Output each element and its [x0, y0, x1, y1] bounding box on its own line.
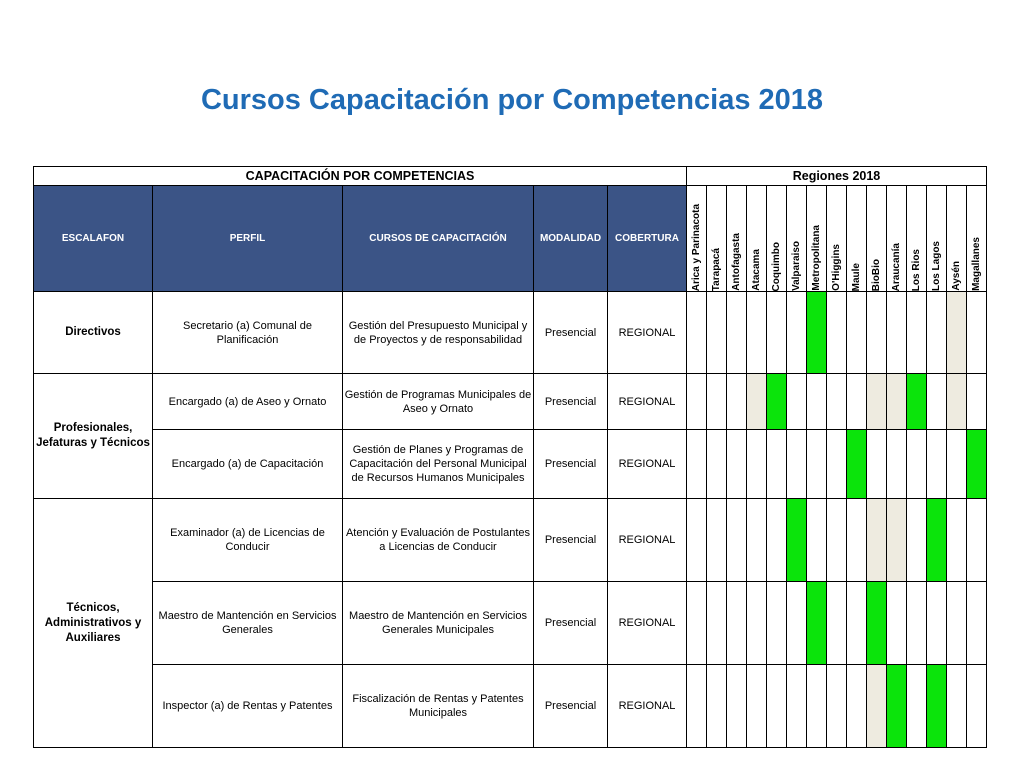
- region-mark: [747, 665, 767, 748]
- region-mark: [747, 374, 767, 430]
- escalafon-cell: Directivos: [34, 292, 153, 374]
- region-mark: [727, 374, 747, 430]
- perfil-cell: Examinador (a) de Licencias de Conducir: [153, 499, 343, 582]
- region-mark: [907, 665, 927, 748]
- region-mark: [967, 292, 987, 374]
- region-header: [807, 186, 827, 292]
- region-mark: [767, 499, 787, 582]
- region-mark: [847, 499, 867, 582]
- column-header-perfil: PERFIL: [153, 186, 343, 292]
- region-label: Magallanes: [971, 237, 982, 291]
- perfil-cell: Secretario (a) Comunal de Planificación: [153, 292, 343, 374]
- region-header: [907, 186, 927, 292]
- column-header-cobertura: COBERTURA: [608, 186, 687, 292]
- region-mark: [767, 665, 787, 748]
- region-mark: [827, 665, 847, 748]
- modalidad-cell: Presencial: [534, 430, 608, 499]
- region-mark: [947, 292, 967, 374]
- region-mark: [907, 582, 927, 665]
- region-mark: [947, 374, 967, 430]
- region-mark: [827, 292, 847, 374]
- region-label: Tarapacá: [711, 247, 722, 291]
- region-mark: [807, 665, 827, 748]
- region-mark: [867, 292, 887, 374]
- region-mark: [787, 665, 807, 748]
- region-label: Los Lagos: [931, 240, 942, 291]
- region-mark-active: [787, 499, 807, 582]
- region-mark: [847, 374, 867, 430]
- region-header: [727, 186, 747, 292]
- region-mark: [807, 430, 827, 499]
- cobertura-cell: REGIONAL: [608, 582, 687, 665]
- region-mark: [707, 499, 727, 582]
- region-mark: [707, 582, 727, 665]
- modalidad-cell: Presencial: [534, 665, 608, 748]
- group-header-regiones: Regiones 2018: [687, 167, 987, 186]
- region-mark: [927, 582, 947, 665]
- region-label: Arica y Parinacota: [691, 203, 702, 291]
- region-header: [787, 186, 807, 292]
- region-mark: [887, 582, 907, 665]
- modalidad-cell: Presencial: [534, 374, 608, 430]
- region-header: [867, 186, 887, 292]
- region-mark-active: [887, 665, 907, 748]
- region-header: [927, 186, 947, 292]
- region-mark: [967, 499, 987, 582]
- region-mark: [887, 374, 907, 430]
- curso-cell: Gestión de Planes y Programas de Capacitación del Personal Municipal de Recursos Humanos Municipales: [343, 430, 534, 499]
- region-mark: [747, 292, 767, 374]
- region-label: Antofagasta: [731, 233, 742, 291]
- modalidad-cell: Presencial: [534, 292, 608, 374]
- table-row: [34, 430, 987, 499]
- column-header-modalidad: MODALIDAD: [534, 186, 608, 292]
- region-header: [767, 186, 787, 292]
- region-mark: [787, 292, 807, 374]
- region-mark-active: [807, 292, 827, 374]
- region-mark: [747, 499, 767, 582]
- region-mark: [827, 430, 847, 499]
- region-header: [707, 186, 727, 292]
- region-label: Atacama: [751, 249, 762, 291]
- region-mark: [767, 292, 787, 374]
- region-mark: [707, 374, 727, 430]
- table-row: [34, 499, 987, 582]
- group-header-competencias: CAPACITACIÓN POR COMPETENCIAS: [34, 167, 687, 186]
- curso-cell: Atención y Evaluación de Postulantes a Licencias de Conducir: [343, 499, 534, 582]
- region-header: [747, 186, 767, 292]
- region-label: Los Rios: [911, 248, 922, 291]
- region-header: [827, 186, 847, 292]
- region-mark: [887, 499, 907, 582]
- region-label: Araucanía: [891, 242, 902, 291]
- region-mark: [947, 582, 967, 665]
- cobertura-cell: REGIONAL: [608, 665, 687, 748]
- region-mark: [727, 499, 747, 582]
- region-mark-active: [967, 430, 987, 499]
- region-mark: [687, 430, 707, 499]
- region-mark: [967, 665, 987, 748]
- region-mark: [907, 430, 927, 499]
- perfil-cell: Inspector (a) de Rentas y Patentes: [153, 665, 343, 748]
- region-header: [687, 186, 707, 292]
- region-mark-active: [927, 499, 947, 582]
- region-mark: [927, 292, 947, 374]
- curso-cell: Maestro de Mantención en Servicios Generales Municipales: [343, 582, 534, 665]
- region-mark: [707, 430, 727, 499]
- perfil-cell: Encargado (a) de Aseo y Ornato: [153, 374, 343, 430]
- modalidad-cell: Presencial: [534, 582, 608, 665]
- region-label: Aysén: [951, 261, 962, 291]
- region-mark-active: [847, 430, 867, 499]
- region-mark: [767, 430, 787, 499]
- region-mark-active: [907, 374, 927, 430]
- region-label: Maule: [851, 262, 862, 291]
- table-row: [34, 582, 987, 665]
- region-label: Valparaiso: [791, 240, 802, 291]
- table-row: [34, 374, 987, 430]
- region-mark: [827, 374, 847, 430]
- region-mark: [727, 582, 747, 665]
- region-mark: [687, 582, 707, 665]
- region-mark-active: [867, 582, 887, 665]
- escalafon-cell: Técnicos, Administrativos y Auxiliares: [34, 499, 153, 748]
- region-header: [887, 186, 907, 292]
- region-mark: [807, 374, 827, 430]
- region-mark: [727, 430, 747, 499]
- region-mark: [867, 374, 887, 430]
- curso-cell: Gestión de Programas Municipales de Aseo y Ornato: [343, 374, 534, 430]
- region-mark: [867, 665, 887, 748]
- table-row: [34, 292, 987, 374]
- column-header-cursos: CURSOS DE CAPACITACIÓN: [343, 186, 534, 292]
- region-mark-active: [927, 665, 947, 748]
- cobertura-cell: REGIONAL: [608, 499, 687, 582]
- region-mark: [887, 430, 907, 499]
- escalafon-cell: Profesionales, Jefaturas y Técnicos: [34, 374, 153, 499]
- region-mark: [867, 430, 887, 499]
- region-mark: [687, 292, 707, 374]
- region-mark: [687, 665, 707, 748]
- region-mark: [907, 499, 927, 582]
- region-header: [847, 186, 867, 292]
- curso-cell: Fiscalización de Rentas y Patentes Municipales: [343, 665, 534, 748]
- region-mark: [967, 374, 987, 430]
- region-mark: [887, 292, 907, 374]
- region-mark: [827, 582, 847, 665]
- page-title: Cursos Capacitación por Competencias 2018: [200, 84, 824, 116]
- region-label: Coquimbo: [771, 241, 782, 291]
- region-mark: [867, 499, 887, 582]
- region-mark: [687, 374, 707, 430]
- region-header: [947, 186, 967, 292]
- region-mark: [727, 292, 747, 374]
- region-mark: [927, 430, 947, 499]
- perfil-cell: Encargado (a) de Capacitación: [153, 430, 343, 499]
- region-mark-active: [807, 582, 827, 665]
- region-mark: [927, 374, 947, 430]
- region-mark: [947, 499, 967, 582]
- region-mark: [747, 582, 767, 665]
- region-mark: [807, 499, 827, 582]
- table-row: [34, 665, 987, 748]
- cobertura-cell: REGIONAL: [608, 292, 687, 374]
- perfil-cell: Maestro de Mantención en Servicios Generales: [153, 582, 343, 665]
- region-mark: [727, 665, 747, 748]
- region-label: Metropolitana: [811, 225, 822, 291]
- column-header-escalafon: ESCALAFON: [34, 186, 153, 292]
- region-mark: [687, 499, 707, 582]
- region-mark: [707, 665, 727, 748]
- competencias-table: [33, 166, 987, 748]
- region-mark: [707, 292, 727, 374]
- region-mark: [827, 499, 847, 582]
- region-mark: [787, 582, 807, 665]
- region-mark: [947, 430, 967, 499]
- region-label: BioBio: [871, 258, 882, 291]
- cobertura-cell: REGIONAL: [608, 374, 687, 430]
- region-mark: [747, 430, 767, 499]
- region-mark: [967, 582, 987, 665]
- region-mark: [907, 292, 927, 374]
- region-label: O'Higgins: [831, 244, 842, 291]
- region-mark-active: [767, 374, 787, 430]
- region-mark: [787, 430, 807, 499]
- region-mark: [847, 665, 867, 748]
- region-header: [967, 186, 987, 292]
- region-mark: [767, 582, 787, 665]
- region-mark: [787, 374, 807, 430]
- region-mark: [947, 665, 967, 748]
- modalidad-cell: Presencial: [534, 499, 608, 582]
- region-mark: [847, 292, 867, 374]
- region-mark: [847, 582, 867, 665]
- cobertura-cell: REGIONAL: [608, 430, 687, 499]
- curso-cell: Gestión del Presupuesto Municipal y de Proyectos y de responsabilidad: [343, 292, 534, 374]
